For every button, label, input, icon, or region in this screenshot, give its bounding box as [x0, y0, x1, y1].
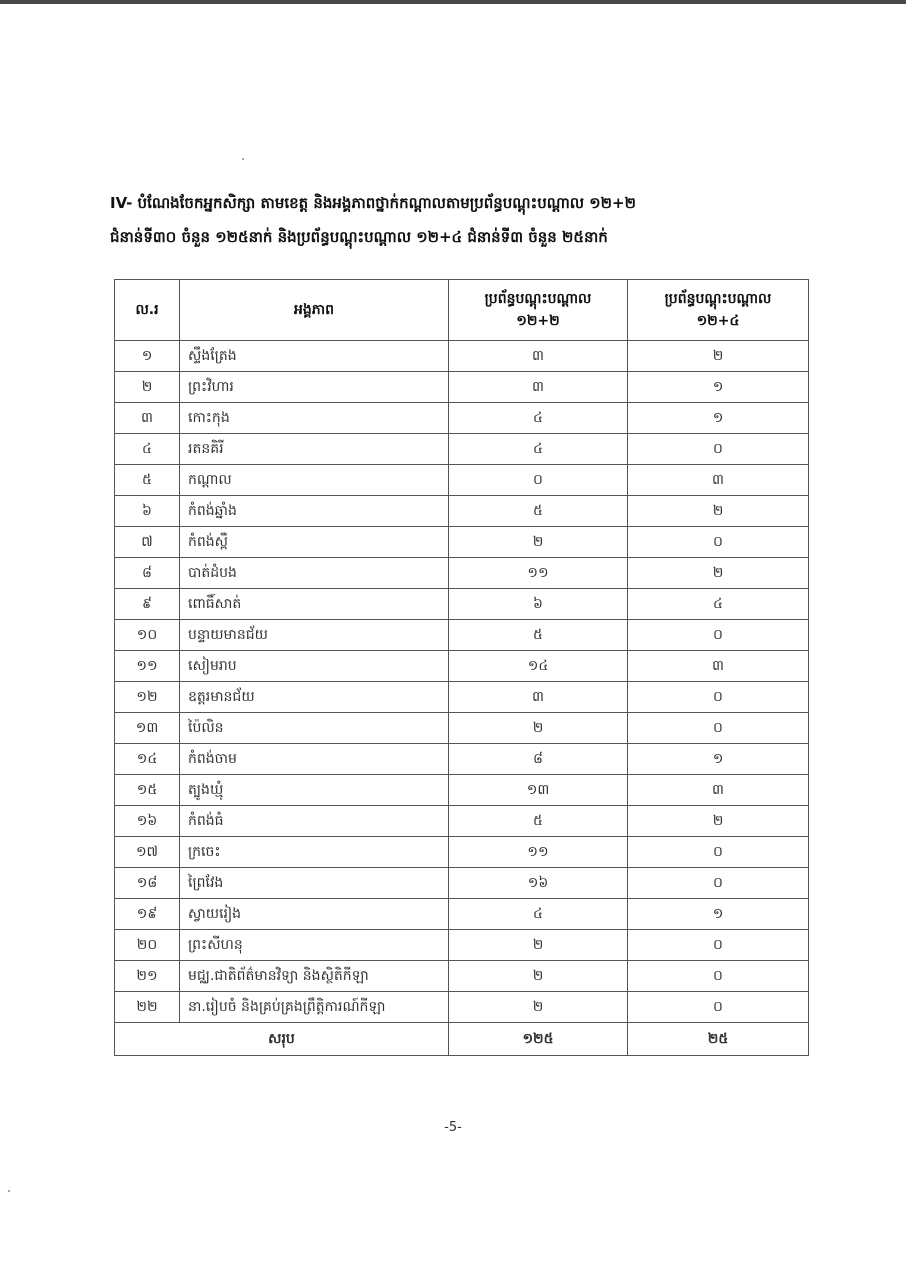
- system-12-2-count-cell: ៣: [449, 682, 628, 713]
- table-row: [115, 465, 809, 496]
- system-12-4-count-cell: ៤: [628, 589, 809, 620]
- table-header-row: [115, 280, 809, 341]
- table-row: [115, 961, 809, 992]
- system-12-2-count-cell: ២: [449, 961, 628, 992]
- system-12-2-count-cell: ២: [449, 527, 628, 558]
- table-row: [115, 589, 809, 620]
- unit-name-cell: ពោធិ៍សាត់: [180, 589, 449, 620]
- header-system-12-4-line-1: ប្រព័ន្ធបណ្តុះបណ្តាល: [664, 291, 772, 307]
- scan-speck: [8, 1190, 10, 1192]
- table-row: [115, 527, 809, 558]
- table-row: [115, 620, 809, 651]
- system-12-2-count-cell: ១៣: [449, 775, 628, 806]
- header-system-12-4: [628, 280, 809, 341]
- system-12-2-count-cell: ៤: [449, 434, 628, 465]
- unit-name-cell: ព្រៃវែង: [180, 868, 449, 899]
- section-title-line-1: IV- បំណែងចែកអ្នកសិក្សា តាមខេត្ត និងអង្គភាពថ្នាក់កណ្តាលតាមប្រព័ន្ធបណ្តុះបណ្តាល ១២+២: [110, 194, 636, 212]
- system-12-2-count-cell: ០: [449, 465, 628, 496]
- unit-name-cell: ក្រចេះ: [180, 837, 449, 868]
- table-row: [115, 682, 809, 713]
- section-title-line-2: ជំនាន់ទី៣០ ចំនួន ១២៥នាក់ និងប្រព័ន្ធបណ្តុះបណ្តាល ១២+៤ ជំនាន់ទី៣ ចំនួន ២៥នាក់: [110, 228, 608, 246]
- system-12-2-count-cell: ២: [449, 930, 628, 961]
- header-system-12-2: [449, 280, 628, 341]
- system-12-2-count-cell: ២: [449, 713, 628, 744]
- system-12-2-count-cell: ៤: [449, 403, 628, 434]
- table-row: [115, 868, 809, 899]
- system-12-4-count-cell: ០: [628, 961, 809, 992]
- row-number-cell: ១៧: [115, 837, 180, 868]
- system-12-2-count-cell: ១៦: [449, 868, 628, 899]
- system-12-4-count-cell: ១: [628, 899, 809, 930]
- system-12-2-count-cell: ១៤: [449, 651, 628, 682]
- unit-name-cell: កំពង់ចាម: [180, 744, 449, 775]
- row-number-cell: ៣: [115, 403, 180, 434]
- system-12-2-count-cell: ១១: [449, 558, 628, 589]
- unit-name-cell: កំពង់ឆ្នាំង: [180, 496, 449, 527]
- system-12-4-count-cell: ២: [628, 341, 809, 372]
- row-number-cell: ៦: [115, 496, 180, 527]
- table-row: [115, 496, 809, 527]
- row-number-cell: ៤: [115, 434, 180, 465]
- system-12-2-count-cell: ៥: [449, 620, 628, 651]
- unit-name-cell: សៀមរាប: [180, 651, 449, 682]
- table-row: [115, 372, 809, 403]
- row-number-cell: ២១: [115, 961, 180, 992]
- system-12-2-count-cell: ៨: [449, 744, 628, 775]
- row-number-cell: ១៥: [115, 775, 180, 806]
- table-row: [115, 930, 809, 961]
- system-12-2-count-cell: ៣: [449, 341, 628, 372]
- total-system-12-2: ១២៥: [449, 1023, 628, 1056]
- row-number-cell: ១៩: [115, 899, 180, 930]
- unit-name-cell: ស្ទឹងត្រែង: [180, 341, 449, 372]
- unit-name-cell: នា.រៀបចំ និងគ្រប់គ្រងព្រឹត្តិការណ៍កីឡា: [180, 992, 449, 1023]
- system-12-4-count-cell: ០: [628, 713, 809, 744]
- table-row: [115, 899, 809, 930]
- table-row: [115, 403, 809, 434]
- row-number-cell: ១០: [115, 620, 180, 651]
- system-12-4-count-cell: ៣: [628, 775, 809, 806]
- system-12-4-count-cell: ០: [628, 527, 809, 558]
- table-row: [115, 558, 809, 589]
- unit-name-cell: បាត់ដំបង: [180, 558, 449, 589]
- row-number-cell: ២២: [115, 992, 180, 1023]
- total-row: [115, 1023, 809, 1056]
- system-12-2-count-cell: ២: [449, 992, 628, 1023]
- system-12-4-count-cell: ០: [628, 868, 809, 899]
- row-number-cell: ១២: [115, 682, 180, 713]
- header-unit: អង្គភាព: [180, 280, 449, 341]
- system-12-2-count-cell: ១១: [449, 837, 628, 868]
- system-12-4-count-cell: ២: [628, 806, 809, 837]
- table-row: [115, 434, 809, 465]
- scan-top-edge: [0, 0, 906, 4]
- section-title: [110, 186, 830, 254]
- total-system-12-4: ២៥: [628, 1023, 809, 1056]
- distribution-table: [114, 279, 809, 1056]
- header-system-12-2-line-2: ១២+២: [516, 313, 560, 329]
- unit-name-cell: ព្រះសីហនុ: [180, 930, 449, 961]
- unit-name-cell: កំពង់ស្ពឺ: [180, 527, 449, 558]
- row-number-cell: ៩: [115, 589, 180, 620]
- system-12-2-count-cell: ៥: [449, 806, 628, 837]
- system-12-2-count-cell: ៤: [449, 899, 628, 930]
- system-12-2-count-cell: ៥: [449, 496, 628, 527]
- table-row: [115, 744, 809, 775]
- header-no: ល.រ: [115, 280, 180, 341]
- row-number-cell: ២០: [115, 930, 180, 961]
- unit-name-cell: រតនគិរី: [180, 434, 449, 465]
- unit-name-cell: មជ្ឈ.ជាតិព័ត៌មានវិទ្យា និងស្ថិតិកីឡា: [180, 961, 449, 992]
- row-number-cell: ១៤: [115, 744, 180, 775]
- system-12-4-count-cell: ៣: [628, 651, 809, 682]
- system-12-2-count-cell: ៣: [449, 372, 628, 403]
- row-number-cell: ១៣: [115, 713, 180, 744]
- table-row: [115, 837, 809, 868]
- system-12-4-count-cell: ០: [628, 434, 809, 465]
- unit-name-cell: កណ្តាល: [180, 465, 449, 496]
- row-number-cell: ១៦: [115, 806, 180, 837]
- unit-name-cell: កោះកុង: [180, 403, 449, 434]
- system-12-2-count-cell: ៦: [449, 589, 628, 620]
- row-number-cell: ១៨: [115, 868, 180, 899]
- page-number: -5-: [444, 1120, 462, 1135]
- system-12-4-count-cell: ០: [628, 620, 809, 651]
- total-label: សរុប: [115, 1023, 449, 1056]
- table-row: [115, 806, 809, 837]
- table-row: [115, 713, 809, 744]
- unit-name-cell: ឧត្តរមានជ័យ: [180, 682, 449, 713]
- header-system-12-4-line-2: ១២+៤: [696, 313, 740, 329]
- system-12-4-count-cell: ០: [628, 930, 809, 961]
- unit-name-cell: ព្រះវិហារ: [180, 372, 449, 403]
- unit-name-cell: បន្ទាយមានជ័យ: [180, 620, 449, 651]
- unit-name-cell: ស្វាយរៀង: [180, 899, 449, 930]
- row-number-cell: ៨: [115, 558, 180, 589]
- table-row: [115, 341, 809, 372]
- system-12-4-count-cell: ២: [628, 558, 809, 589]
- header-system-12-2-line-1: ប្រព័ន្ធបណ្តុះបណ្តាល: [484, 291, 592, 307]
- system-12-4-count-cell: ២: [628, 496, 809, 527]
- unit-name-cell: កំពង់ធំ: [180, 806, 449, 837]
- row-number-cell: ៧: [115, 527, 180, 558]
- row-number-cell: ១១: [115, 651, 180, 682]
- system-12-4-count-cell: ០: [628, 837, 809, 868]
- row-number-cell: ៥: [115, 465, 180, 496]
- system-12-4-count-cell: ០: [628, 992, 809, 1023]
- system-12-4-count-cell: ១: [628, 403, 809, 434]
- table-row: [115, 775, 809, 806]
- table-row: [115, 651, 809, 682]
- unit-name-cell: ប៉ៃលិន: [180, 713, 449, 744]
- system-12-4-count-cell: ១: [628, 744, 809, 775]
- system-12-4-count-cell: ០: [628, 682, 809, 713]
- system-12-4-count-cell: ៣: [628, 465, 809, 496]
- row-number-cell: ១: [115, 341, 180, 372]
- scan-speck: [242, 158, 244, 160]
- row-number-cell: ២: [115, 372, 180, 403]
- system-12-4-count-cell: ១: [628, 372, 809, 403]
- unit-name-cell: ត្បូងឃ្មុំ: [180, 775, 449, 806]
- table-row: [115, 992, 809, 1023]
